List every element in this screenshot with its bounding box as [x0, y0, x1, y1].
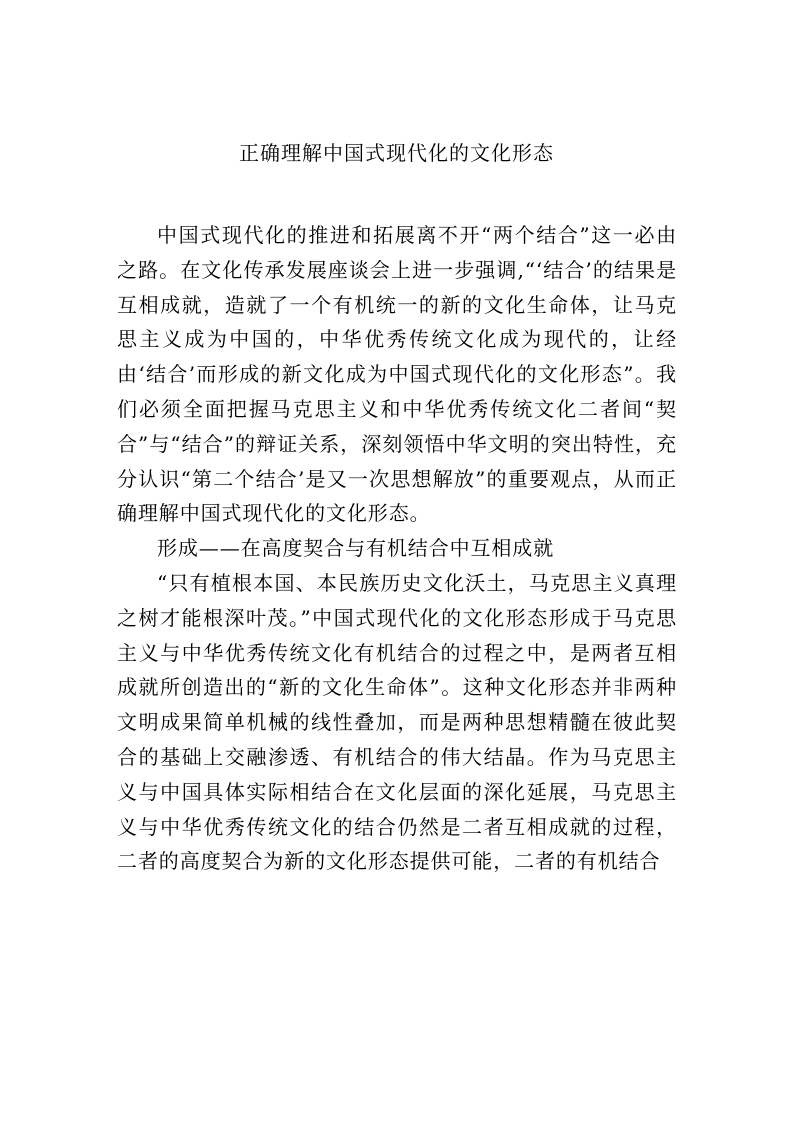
document-body	[117, 218, 677, 879]
section-heading: 形成——在高度契合与有机结合中互相成就	[157, 536, 555, 561]
section-paragraph: “只有植根本国、本民族历史文化沃土，马克思主义真理之树才能根深叶茂。”中国式现代化的文化形态形成于马克思主义与中华优秀传统文化有机结合的过程之中，是两者互相成就所创造出的“新的文化生命体”。这种文化形态并非两种文明成果简单机械的线性叠加，而是两种思想精髓在彼此契合的基础上交融渗透、有机结合的伟大结晶。作为马克思主义与中国具体实际相结合在文化层面的深化延展，马克思主义与中华优秀传统文化的结合仍然是二者互相成就的过程，二者的高度契合为新的文化形态提供可能，二者的有机结合	[117, 570, 677, 874]
document-title: 正确理解中国式现代化的文化形态	[239, 141, 554, 165]
intro-paragraph: 中国式现代化的推进和拓展离不开“两个结合”这一必由之路。在文化传承发展座谈会上进一步强调,“‘结合’的结果是互相成就，造就了一个有机统一的新的文化生命体，让马克思主义成为中国的，中华优秀传统文化成为现代的，让经由‘结合’而形成的新文化成为中国式现代化的文化形态”。我们必须全面把握马克思主义和中华优秀传统文化二者间“契合”与“结合”的辩证关系，深刻领悟中华文明的突出特性，充分认识“第二个结合’是又一次思想解放”的重要观点，从而正确理解中国式现代化的文化形态。	[117, 223, 677, 526]
